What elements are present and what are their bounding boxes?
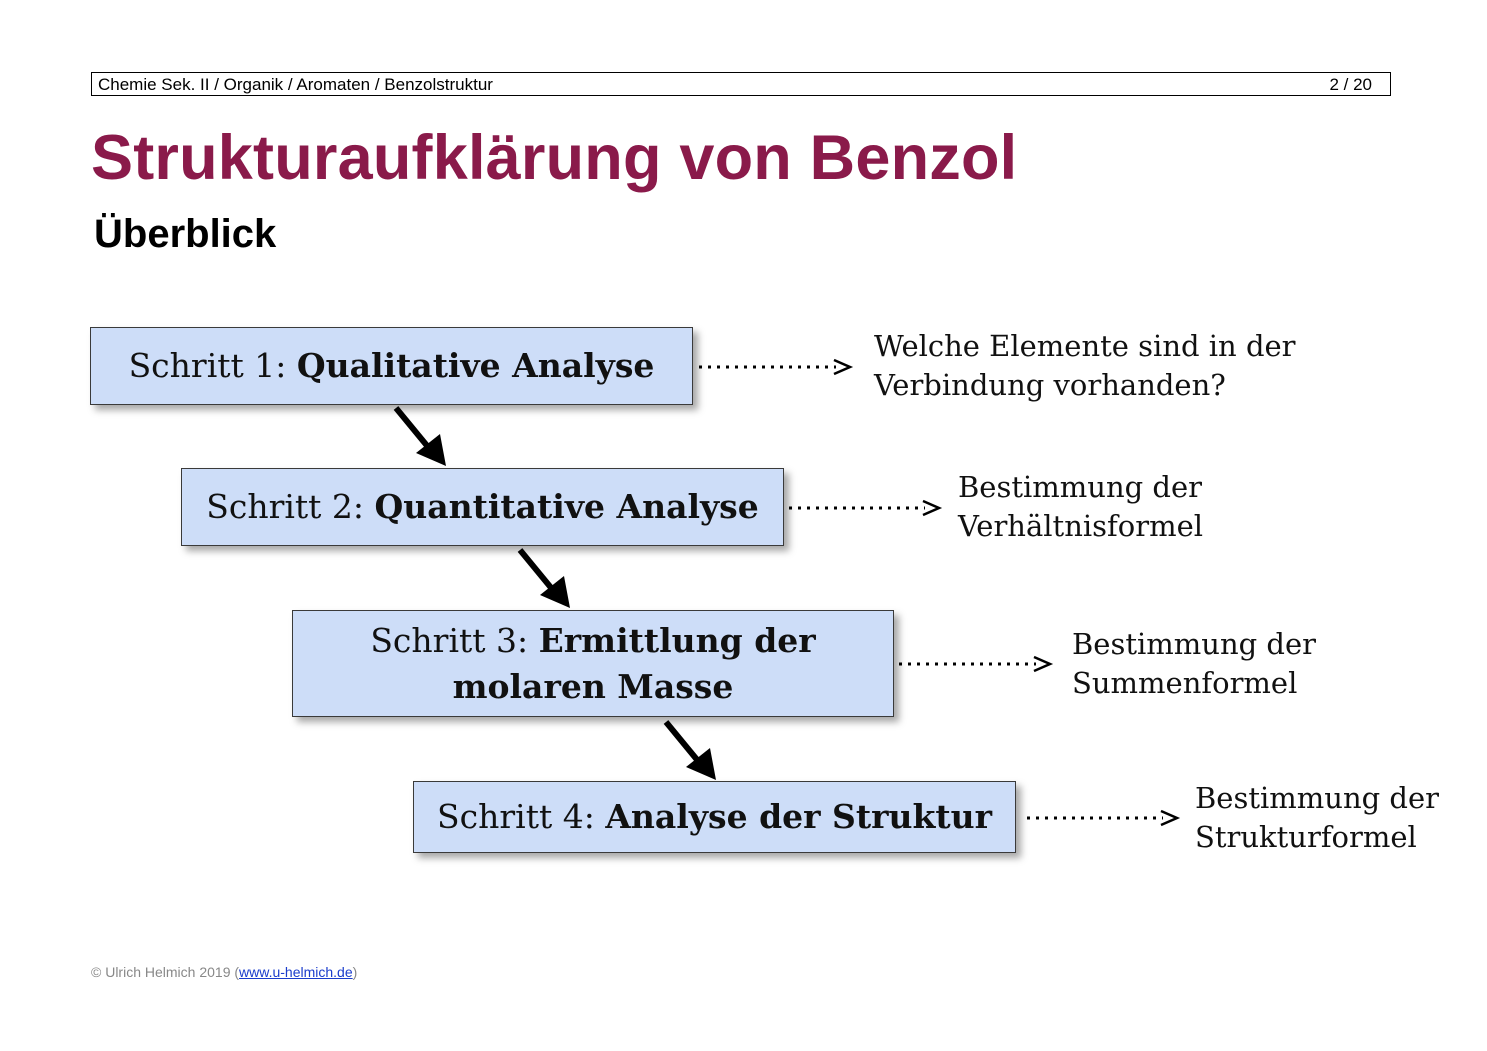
- step-2-box: [181, 468, 784, 546]
- step-1-question: [874, 327, 1296, 405]
- step-arrow-2-3: [520, 550, 570, 608]
- step-3-question: [1072, 625, 1316, 703]
- step-4-box: [413, 781, 1016, 853]
- step-3-question-line2: Summenformel: [1072, 666, 1298, 700]
- breadcrumb: Chemie Sek. II / Organik / Aromaten / Benzolstruktur: [98, 75, 493, 94]
- step-3-box: [292, 610, 894, 717]
- step-4-name: Analyse der Struktur: [605, 797, 992, 837]
- step-2-prefix: Schritt 2:: [206, 487, 375, 527]
- footer-link[interactable]: www.u-helmich.de: [239, 964, 353, 980]
- footer-copyright: © Ulrich Helmich 2019 (: [91, 964, 240, 980]
- dotted-arrow-4: [1027, 811, 1177, 825]
- step-4-prefix: Schritt 4:: [437, 797, 606, 837]
- step-1-question-line1: Welche Elemente sind in der: [874, 329, 1296, 363]
- footer: [91, 964, 357, 980]
- page-subtitle: Überblick: [94, 212, 277, 256]
- dotted-arrow-1: [699, 360, 850, 374]
- step-1-box: [90, 327, 693, 405]
- step-2-question-line1: Bestimmung der: [958, 470, 1203, 504]
- page-number: 2 / 20: [1329, 75, 1372, 94]
- dotted-arrow-3: [899, 657, 1050, 671]
- step-arrow-1-2: [396, 408, 446, 466]
- step-2-question-line2: Verhältnisformel: [958, 509, 1204, 543]
- step-3-prefix: Schritt 3:: [370, 620, 539, 660]
- step-1-question-line2: Verbindung vorhanden?: [874, 368, 1226, 402]
- footer-close: ): [352, 964, 358, 980]
- step-1-prefix: Schritt 1:: [128, 346, 297, 386]
- step-3-name-line1: Ermittlung der: [538, 620, 816, 660]
- step-4-question: [1195, 779, 1439, 857]
- dotted-arrow-2: [789, 501, 939, 515]
- step-3-name-line2: molaren Masse: [452, 666, 734, 706]
- step-arrow-3-4: [666, 722, 716, 780]
- step-1-name: Qualitative Analyse: [296, 346, 655, 386]
- step-4-question-line1: Bestimmung der: [1195, 781, 1440, 815]
- step-4-question-line2: Strukturformel: [1195, 820, 1417, 854]
- page-title: Strukturaufklärung von Benzol: [91, 123, 1018, 193]
- step-2-name: Quantitative Analyse: [374, 487, 759, 527]
- step-2-question: [958, 468, 1203, 546]
- step-3-question-line1: Bestimmung der: [1072, 627, 1317, 661]
